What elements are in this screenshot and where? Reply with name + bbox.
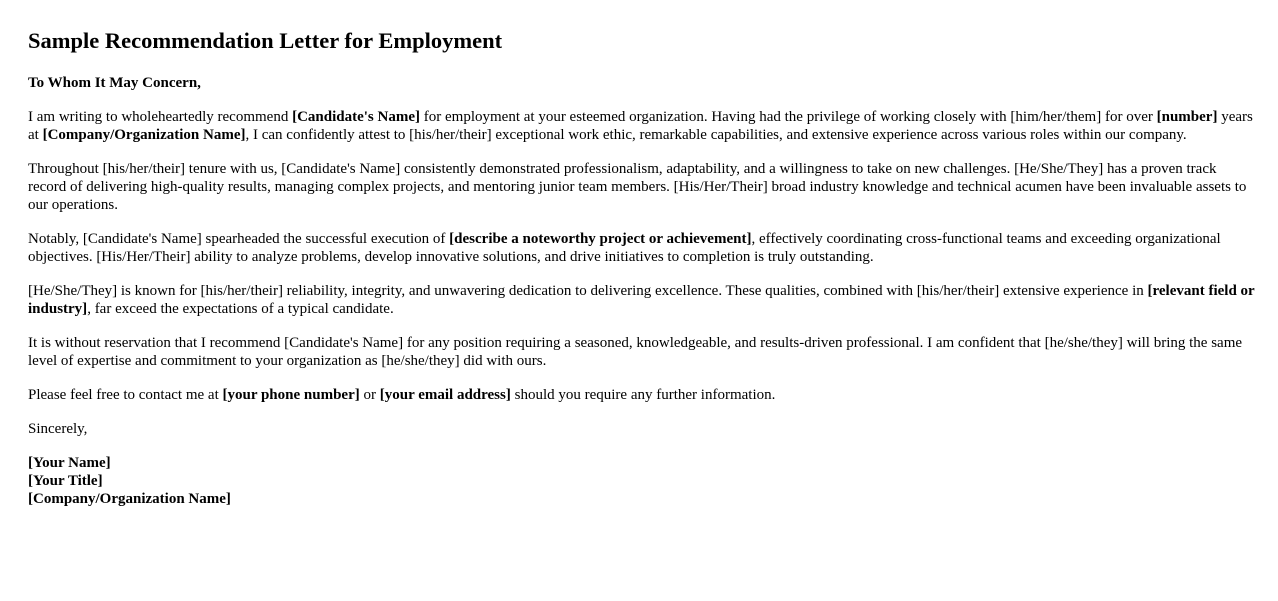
signature-organization: [Company/Organization Name] (28, 491, 231, 507)
text: , I can confidently attest to [his/her/their] exceptional work ethic, remarkable capabilities, and extensive experience across various roles within our company. (245, 127, 1187, 143)
paragraph-tenure: Throughout [his/her/their] tenure with us, [Candidate's Name] consistently demonstrated professionalism, adaptability, and a willingness to take on new challenges. [He/She/They] has a proven track record of delivering high-quality results, managing complex projects, and mentoring junior team members. [His/Her/Their] broad industry knowledge and technical acumen have been invaluable assets to our operations. (28, 161, 1247, 213)
company-placeholder: [Company/Organization Name] (42, 127, 246, 143)
signature-name: [Your Name] (28, 455, 111, 471)
text: I am writing to wholeheartedly recommend (28, 109, 293, 125)
phone-placeholder: [your phone number] (222, 387, 360, 403)
page-title: Sample Recommendation Letter for Employment (28, 28, 503, 53)
paragraph-achievement (28, 230, 1258, 266)
paragraph-intro (28, 108, 1258, 144)
closing: Sincerely, (28, 421, 88, 437)
text: or (359, 387, 380, 403)
paragraph-qualities (28, 282, 1258, 318)
field-placeholder: [relevant field or industry] (28, 283, 1255, 317)
salutation: To Whom It May Concern, (28, 75, 201, 91)
paragraph-contact (28, 386, 1258, 404)
text: years at (28, 109, 1253, 143)
text: for employment at your esteemed organization. Having had the privilege of working closely with [him/her/them] for over (420, 109, 1157, 125)
number-placeholder: [number] (1156, 109, 1218, 125)
email-placeholder: [your email address] (379, 387, 511, 403)
text: Please feel free to contact me at (28, 387, 223, 403)
text: , far exceed the expectations of a typical candidate. (87, 301, 394, 317)
text: [He/She/They] is known for [his/her/their] reliability, integrity, and unwavering dedication to delivering excellence. These qualities, combined with [his/her/their] extensive experience in (28, 283, 1148, 299)
achievement-placeholder: [describe a noteworthy project or achievement] (449, 231, 752, 247)
text: , effectively coordinating cross-functional teams and exceeding organizational objectives. [His/Her/Their] ability to analyze problems, develop innovative solutions, and drive initiatives to completion is truly outstanding. (28, 231, 1221, 265)
candidate-name-placeholder: [Candidate's Name] (292, 109, 421, 125)
text: Notably, [Candidate's Name] spearheaded the successful execution of (28, 231, 450, 247)
text: should you require any further information. (510, 387, 776, 403)
paragraph-recommendation: It is without reservation that I recommend [Candidate's Name] for any position requiring a seasoned, knowledgeable, and results-driven professional. I am confident that [he/she/they] will bring the same level of expertise and commitment to your organization as [he/she/they] did with ours. (28, 335, 1243, 369)
signature-title: [Your Title] (28, 473, 103, 489)
